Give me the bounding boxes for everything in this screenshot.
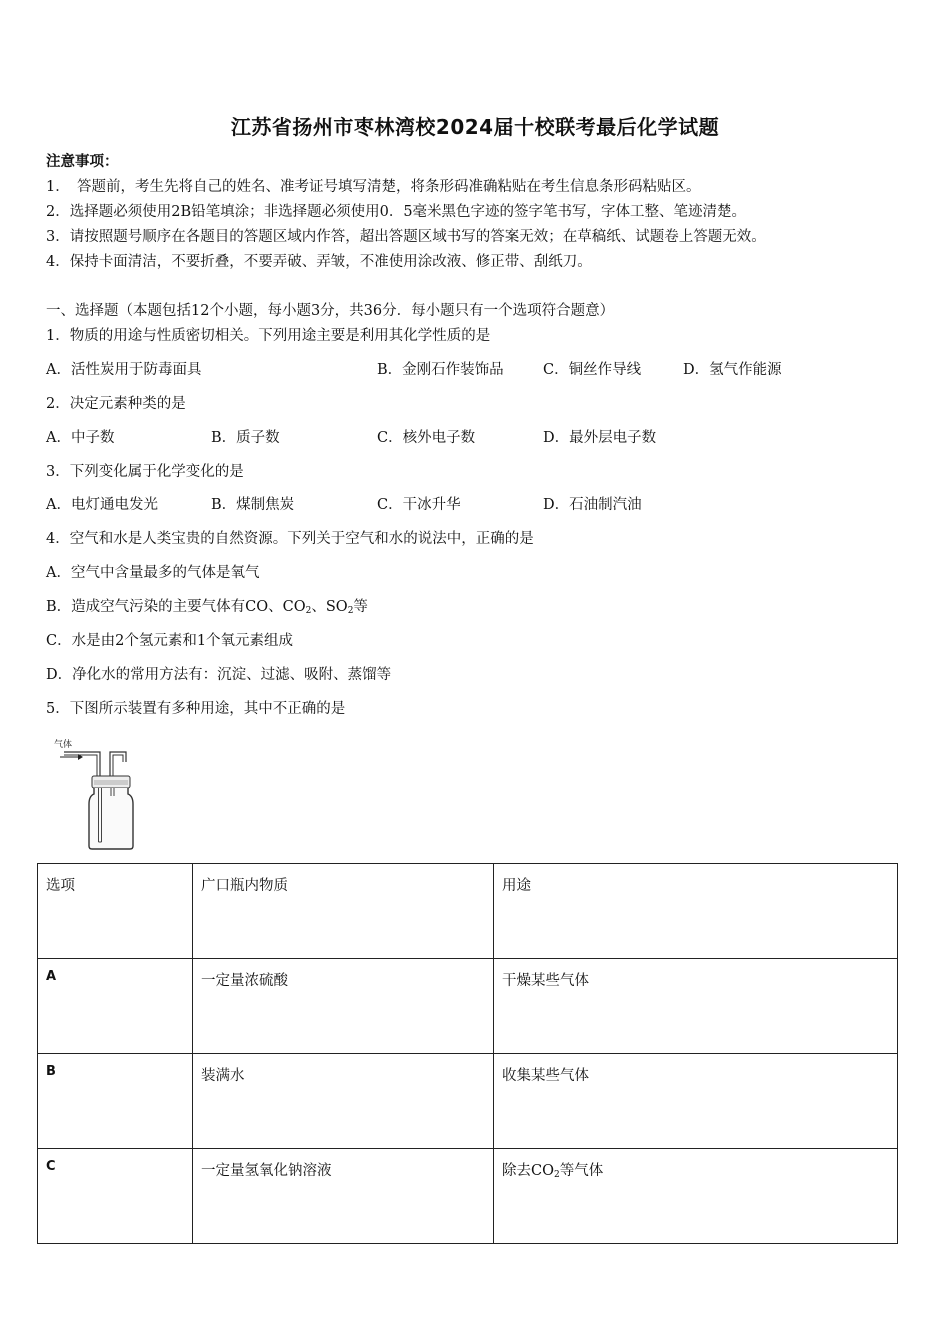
- question-4-option-b-end: 等: [353, 599, 368, 615]
- question-3-option-d: D．石油制汽油: [543, 497, 642, 513]
- question-4-option-a: A．空气中含量最多的气体是氧气: [46, 565, 260, 581]
- question-2-stem: 2．决定元素种类的是: [46, 396, 186, 412]
- subscript-2: 2: [553, 1170, 560, 1180]
- question-4-option-c: C．水是由2个氢元素和1个氧元素组成: [46, 633, 294, 649]
- question-1-option-b: B．金刚石作装饰品: [377, 362, 504, 378]
- question-4-option-b: [46, 597, 368, 621]
- question-1-option-a: A．活性炭用于防毒面具: [46, 362, 202, 378]
- question-4-option-d: D．净化水的常用方法有：沉淀、过滤、吸附、蒸馏等: [46, 667, 392, 683]
- table-cell-option: C: [38, 1149, 193, 1244]
- notice-heading: 注意事项：: [46, 153, 119, 170]
- page-title: 江苏省扬州市枣林湾校2024届十校联考最后化学试题: [230, 115, 720, 139]
- table-row: [38, 959, 898, 1054]
- notice-item-2: 2．选择题必须使用2B铅笔填涂；非选择题必须使用0．5毫米黑色字迹的签字笔书写，字体工整、笔迹清楚。: [46, 204, 747, 220]
- table-header-row: [38, 864, 898, 959]
- question-3-stem: 3．下列变化属于化学变化的是: [46, 464, 244, 480]
- question-4-stem: 4．空气和水是人类宝贵的自然资源。下列关于空气和水的说法中，正确的是: [46, 531, 534, 547]
- table-row: [38, 1149, 898, 1244]
- table-header-cell: 选项: [38, 864, 193, 959]
- table-row: [38, 1054, 898, 1149]
- question-2-option-b: B．质子数: [211, 430, 280, 446]
- question-3-option-b: B．煤制焦炭: [211, 497, 295, 513]
- question-2-option-a: A．中子数: [46, 430, 115, 446]
- table-cell-substance: 装满水: [193, 1054, 494, 1149]
- gas-bottle-figure: [54, 736, 144, 852]
- question-3-option-c: C．干冰升华: [377, 497, 461, 513]
- section-heading: 一、选择题（本题包括12个小题，每小题3分，共36分．每小题只有一个选项符合题意）: [46, 303, 615, 319]
- gas-label: 气体: [54, 740, 73, 750]
- question-1-option-c: C．铜丝作导线: [543, 362, 642, 378]
- table-cell-option: B: [38, 1054, 193, 1149]
- notice-item-1: 1． 答题前，考生先将自己的姓名、准考证号填写清楚，将条形码准确粘贴在考生信息条形码粘贴区。: [46, 179, 701, 195]
- question-5-stem: 5．下图所示装置有多种用途，其中不正确的是: [46, 701, 346, 717]
- question-1-option-d: D．氢气作能源: [683, 362, 782, 378]
- gas-bottle-icon: [54, 736, 144, 852]
- question-3-option-a: A．电灯通电发光: [46, 497, 158, 513]
- question-4-option-b-mid: 、SO: [311, 599, 348, 615]
- options-table: [37, 863, 898, 1244]
- table-cell-option: A: [38, 959, 193, 1054]
- question-4-option-b-text: B．造成空气污染的主要气体有CO、CO: [46, 599, 306, 615]
- table-cell-use-tail: 等气体: [559, 1163, 604, 1179]
- question-1-stem: 1．物质的用途与性质密切相关。下列用途主要是利用其化学性质的是: [46, 328, 491, 344]
- table-cell-use: 干燥某些气体: [494, 959, 898, 1054]
- notice-item-3: 3．请按照题号顺序在各题目的答题区域内作答，超出答题区域书写的答案无效；在草稿纸、试题卷上答题无效。: [46, 229, 766, 245]
- question-2-option-c: C．核外电子数: [377, 430, 476, 446]
- table-header-cell: 广口瓶内物质: [193, 864, 494, 959]
- table-cell-use-text: 除去CO: [502, 1163, 554, 1179]
- subscript-2: 2: [347, 606, 354, 616]
- notice-item-4: 4．保持卡面清洁，不要折叠，不要弄破、弄皱，不准使用涂改液、修正带、刮纸刀。: [46, 254, 592, 270]
- subscript-2: 2: [305, 606, 312, 616]
- table-cell-substance: 一定量氢氧化钠溶液: [193, 1149, 494, 1244]
- table-cell-use: [494, 1149, 898, 1244]
- question-2-option-d: D．最外层电子数: [543, 430, 657, 446]
- table-header-cell: 用途: [494, 864, 898, 959]
- table-cell-use: 收集某些气体: [494, 1054, 898, 1149]
- table-cell-substance: 一定量浓硫酸: [193, 959, 494, 1054]
